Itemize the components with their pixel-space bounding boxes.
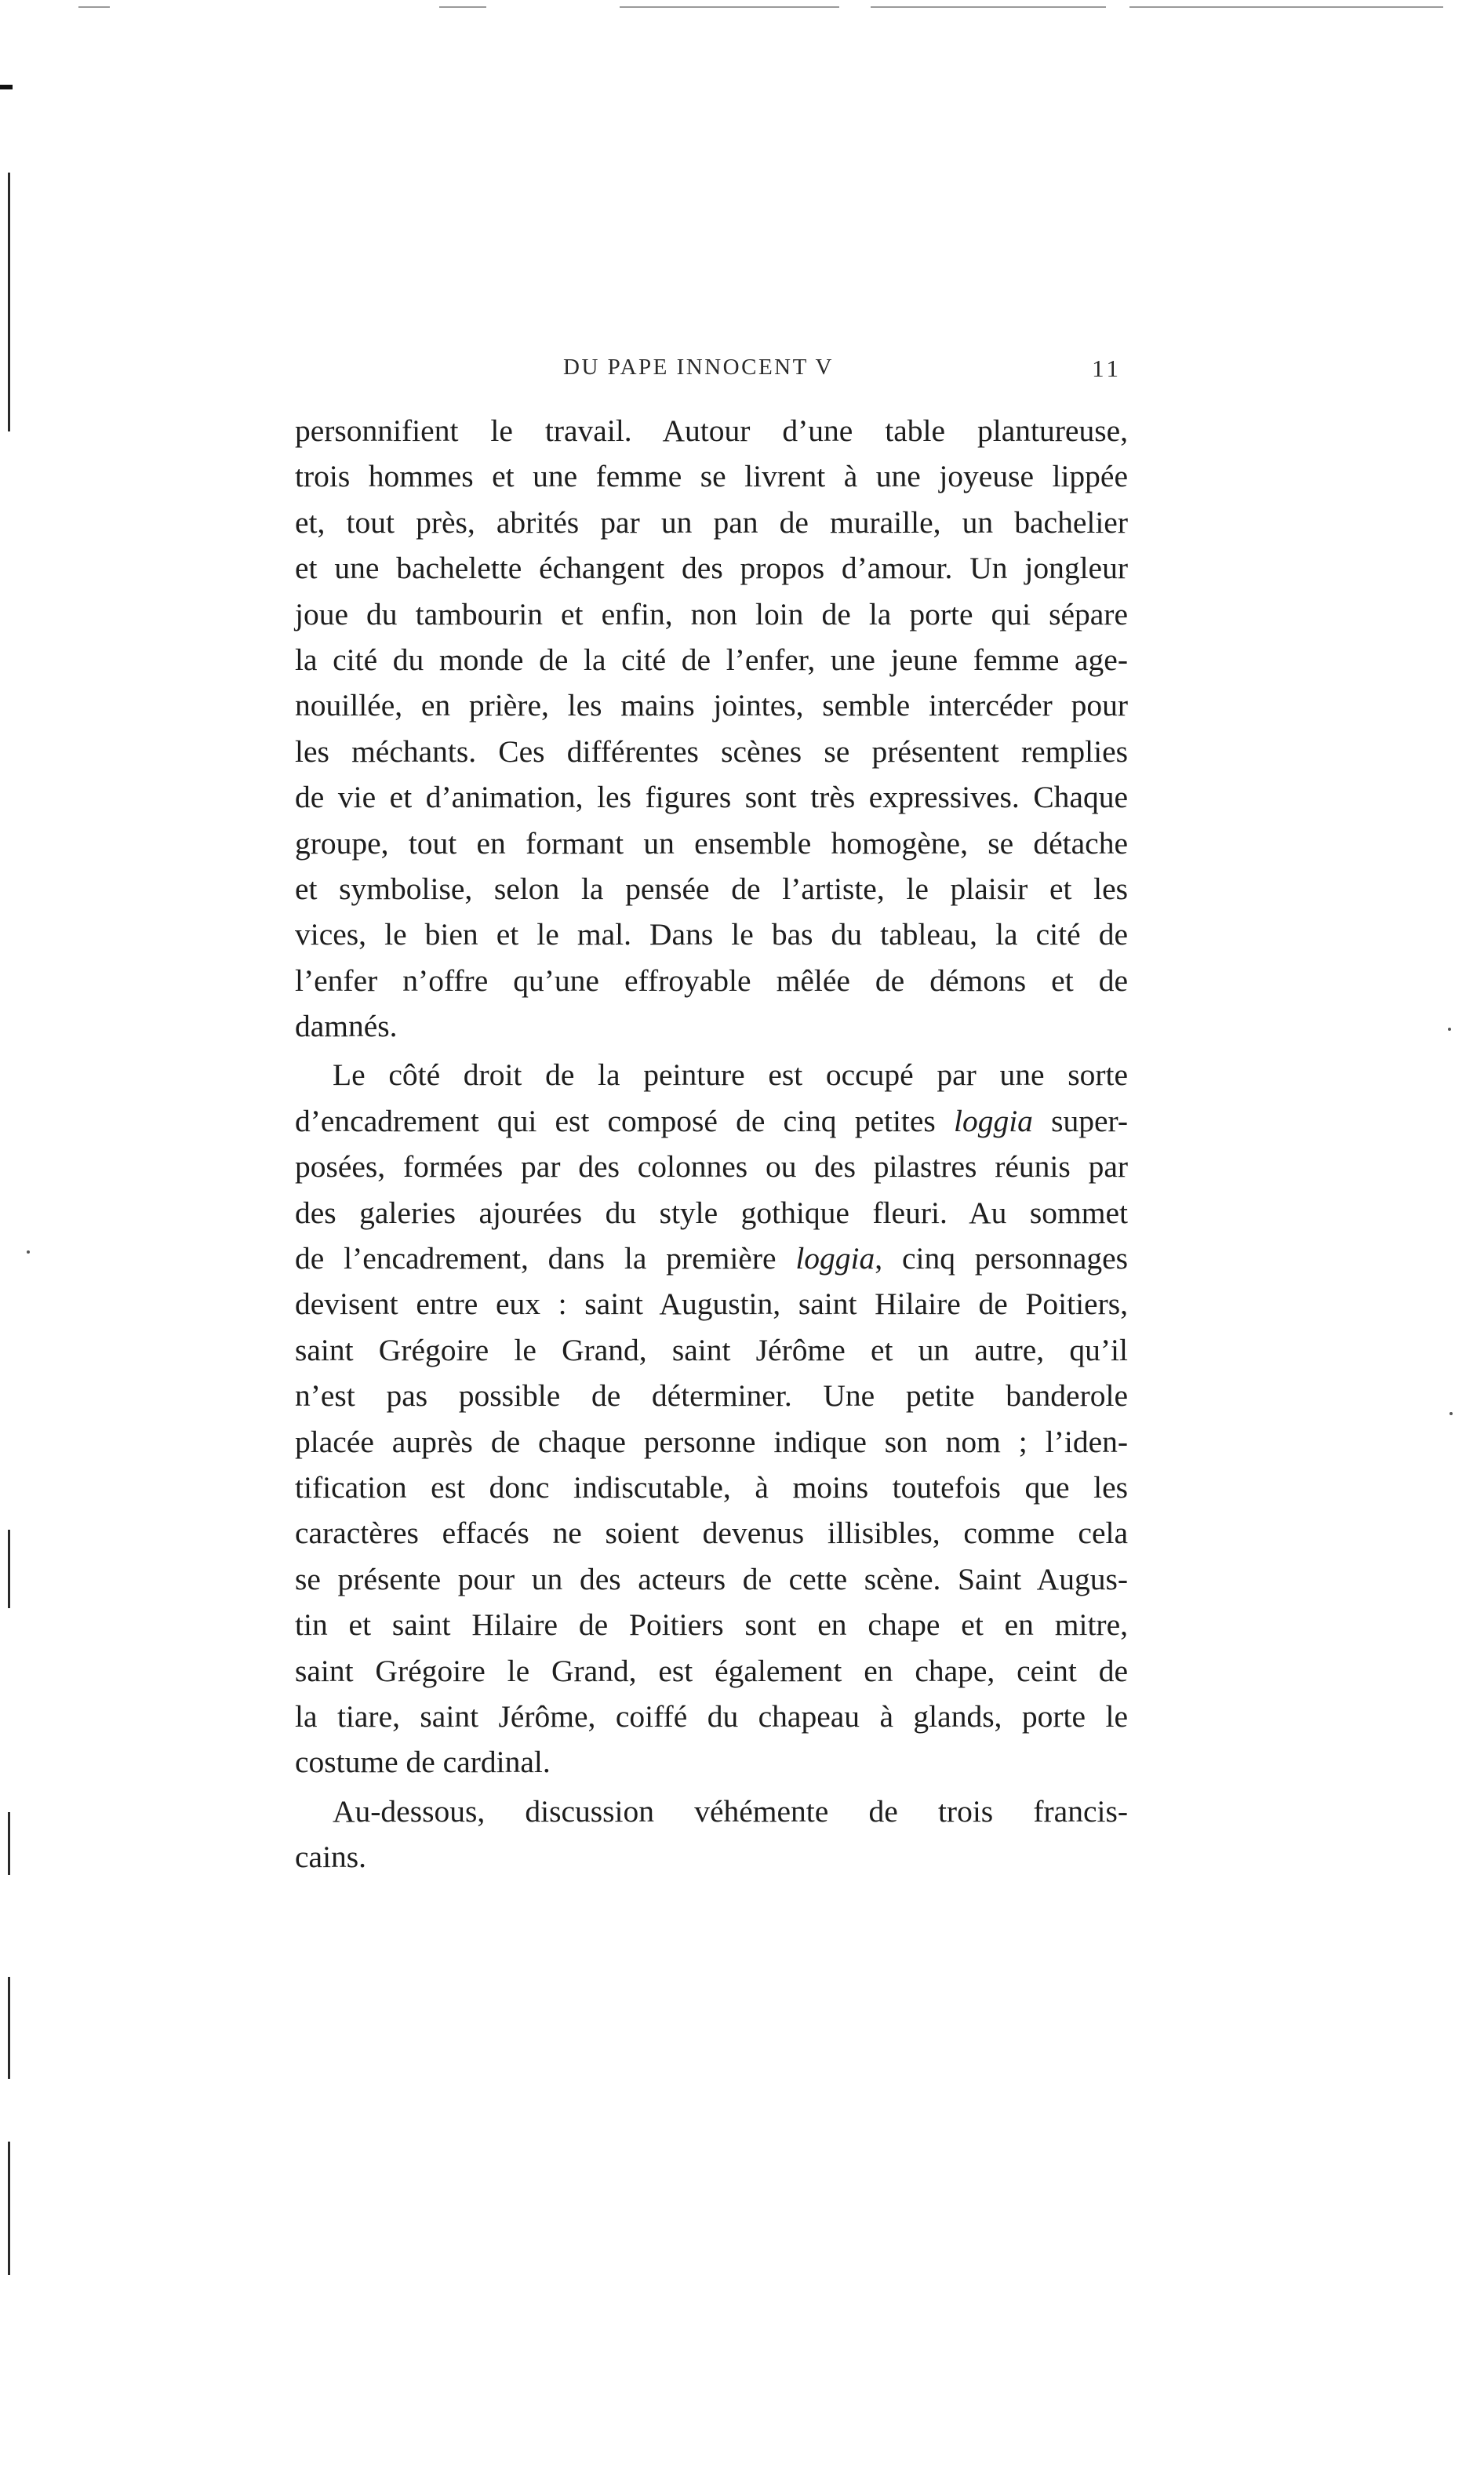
text-line: Au-dessous, discussion véhémente de trois francis- (333, 1793, 1128, 1829)
text-line: saint Grégoire le Grand, saint Jérôme et un autre, qu’il (295, 1332, 1128, 1367)
text-line: placée auprès de chaque personne indique son nom ; l’iden- (295, 1424, 1128, 1459)
text-line: posées, formées par des colonnes ou des pilastres réunis par (295, 1149, 1128, 1185)
italic-term: loggia (953, 1103, 1033, 1138)
text-line: la cité du monde de la cité de l’enfer, une jeune femme age- (295, 642, 1128, 677)
scan-speck (1448, 1028, 1451, 1031)
text-line: costume de cardinal. (295, 1745, 551, 1780)
scan-speck (27, 1250, 30, 1254)
text-line: tification est donc indiscutable, à moins toutefois que les (295, 1469, 1128, 1505)
body-text (295, 408, 1128, 1880)
scan-edge-rule (871, 6, 1106, 8)
page-number: 11 (1092, 355, 1122, 382)
italic-term: loggia (795, 1241, 875, 1276)
text-line: des galeries ajourées du style gothique fleuri. Au sommet (295, 1195, 1128, 1230)
text-line: Le côté droit de la peinture est occupé par une sorte (333, 1057, 1128, 1093)
text-line: nouillée, en prière, les mains jointes, semble intercéder pour (295, 688, 1128, 723)
text-line: les méchants. Ces différentes scènes se présentent remplies (295, 733, 1128, 769)
text-line: et une bachelette échangent des propos d’amour. Un jongleur (295, 551, 1128, 586)
running-head (296, 355, 1144, 386)
scan-edge-rule (439, 6, 486, 8)
text-line: groupe, tout en formant un ensemble homogène, se détache (295, 825, 1128, 861)
text-line: tin et saint Hilaire de Poitiers sont en chape et en mitre, (295, 1607, 1128, 1643)
scan-edge-rule (78, 6, 110, 8)
text-line: d’encadrement qui est composé de cinq petites loggia super- (295, 1103, 1129, 1138)
text-line: se présente pour un des acteurs de cette scène. Saint Augus- (295, 1561, 1128, 1596)
running-title: DU PAPE INNOCENT V (563, 355, 834, 380)
text-line: damnés. (295, 1009, 398, 1044)
scan-edge-line (8, 2142, 10, 2275)
text-line: personnifient le travail. Autour d’une table plantureuse, (295, 413, 1128, 448)
text-line: saint Grégoire le Grand, est également en chape, ceint de (295, 1653, 1128, 1688)
text-line: de vie et d’animation, les figures sont très expressives. Chaque (295, 780, 1128, 815)
scan-edge-line (8, 173, 10, 431)
text-line: l’enfer n’offre qu’une effroyable mêlée de démons et de (295, 963, 1128, 998)
text-line: trois hommes et une femme se livrent à une joyeuse lippée (295, 459, 1128, 494)
text-line: cains. (295, 1840, 367, 1875)
text-line: devisent entre eux : saint Augustin, saint Hilaire de Poitiers, (295, 1287, 1128, 1322)
scan-edge-mark (0, 85, 13, 89)
text-line: et, tout près, abrités par un pan de muraille, un bachelier (295, 504, 1128, 540)
text-line: et symbolise, selon la pensée de l’artiste, le plaisir et les (295, 871, 1128, 906)
text-line: de l’encadrement, dans la première loggia, cinq personnages (295, 1241, 1129, 1276)
scan-edge-rule (620, 6, 839, 8)
text-line: caractères effacés ne soient devenus illisibles, comme cela (295, 1516, 1128, 1551)
text-line: vices, le bien et le mal. Dans le bas du tableau, la cité de (295, 917, 1128, 952)
scan-edge-rule (1129, 6, 1443, 8)
text-line: joue du tambourin et enfin, non loin de la porte qui sépare (295, 596, 1128, 631)
scan-speck (1449, 1412, 1453, 1415)
text-line: la tiare, saint Jérôme, coiffé du chapeau à glands, porte le (295, 1698, 1128, 1734)
scan-edge-line (8, 1977, 10, 2079)
scan-edge-line (8, 1530, 10, 1608)
scan-edge-line (8, 1812, 10, 1875)
text-line: n’est pas possible de déterminer. Une petite banderole (295, 1378, 1128, 1414)
